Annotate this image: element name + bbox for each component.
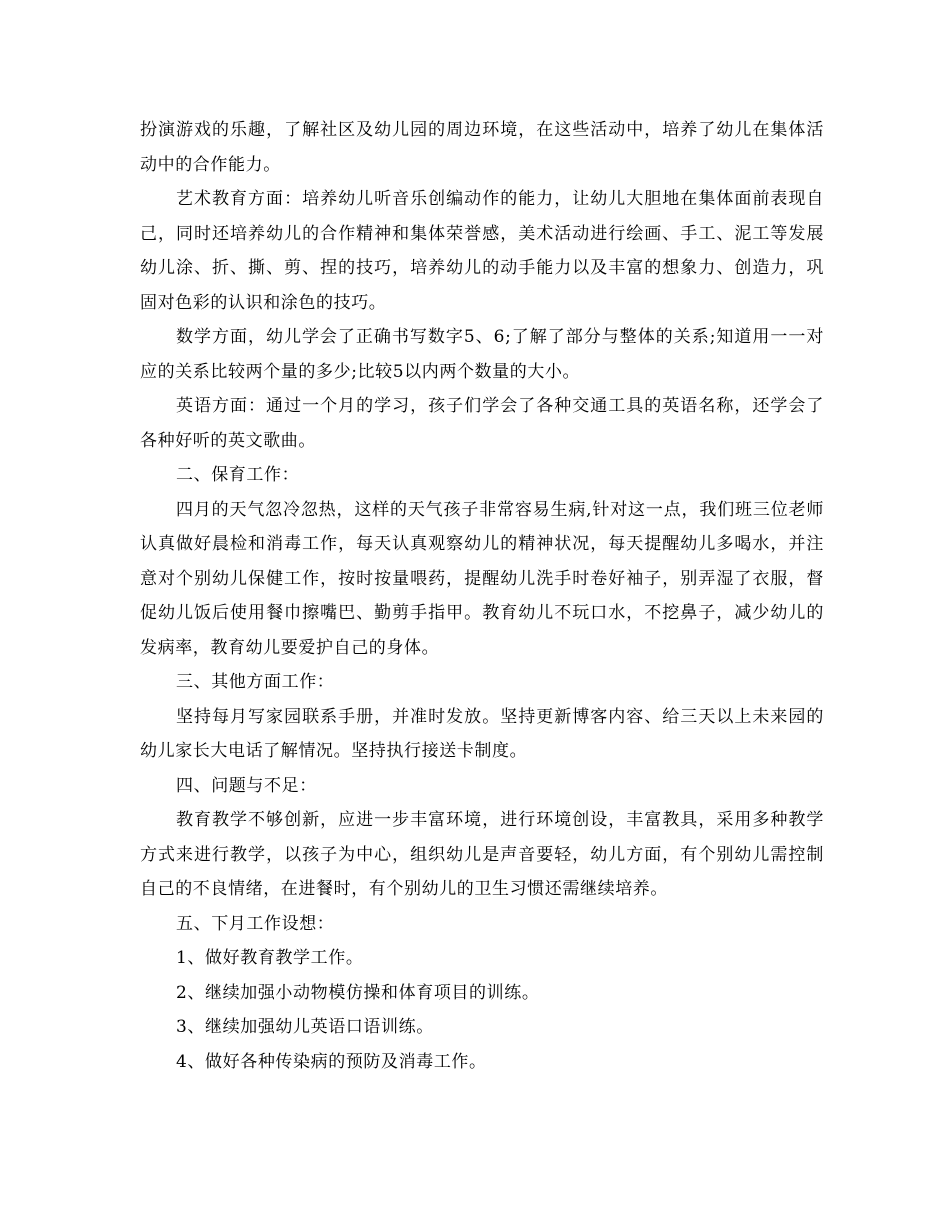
paragraph-math: 数学方面，幼儿学会了正确书写数字5、6;了解了部分与整体的关系;知道用一一对应的关系比较两个量的多少;比较5以内两个数量的大小。 <box>140 327 824 382</box>
paragraph-art-education: 艺术教育方面：培养幼儿听音乐创编动作的能力，让幼儿大胆地在集体面前表现自己，同时还培养幼儿的合作精神和集体荣誉感，美术活动进行绘画、手工、泥工等发展幼儿涂、折、撕、剪、捏的技巧，培养幼儿的动手能力以及丰富的想象力、创造力，巩固对色彩的认识和涂色的技巧。 <box>140 189 824 313</box>
paragraph-problems: 教育教学不够创新，应进一步丰富环境，进行环境创设，丰富教具，采用多种教学方式来进行教学，以孩子为中心，组织幼儿是声音要轻，幼儿方面，有个别幼儿需控制自己的不良情绪，在进餐时，有个别幼儿的卫生习惯还需继续培养。 <box>140 810 824 899</box>
paragraph-intro-continuation: 扮演游戏的乐趣，了解社区及幼儿园的周边环境，在这些活动中，培养了幼儿在集体活动中的合作能力。 <box>140 120 824 175</box>
heading-other-work: 三、其他方面工作： <box>176 672 335 692</box>
plan-item-4: 4、做好各种传染病的预防及消毒工作。 <box>176 1051 487 1072</box>
heading-childcare-work: 二、保育工作： <box>176 465 300 485</box>
heading-problems: 四、问题与不足： <box>176 775 317 796</box>
paragraph-childcare: 四月的天气忽冷忽热，这样的天气孩子非常容易生病,针对这一点，我们班三位老师认真做好晨检和消毒工作，每天认真观察幼儿的精神状况，每天提醒幼儿多喝水，并注意对个别幼儿保健工作，按时按量喂药，提醒幼儿洗手时卷好袖子，别弄湿了衣服，督促幼儿饭后使用餐巾擦嘴巴、勤剪手指甲。教育幼儿不玩口水，不挖鼻子，减少幼儿的发病率，教育幼儿要爱护自己的身体。 <box>140 499 824 658</box>
plan-item-3: 3、继续加强幼儿英语口语训练。 <box>176 1017 434 1037</box>
paragraph-other-work: 坚持每月写家园联系手册，并准时发放。坚持更新博客内容、给三天以上未来园的幼儿家长大电话了解情况。坚持执行接送卡制度。 <box>140 706 824 761</box>
document-body <box>140 113 824 1079</box>
plan-item-1: 1、做好教育教学工作。 <box>176 948 364 968</box>
heading-next-month-plan: 五、下月工作设想： <box>176 913 335 934</box>
plan-item-2: 2、继续加强小动物模仿操和体育项目的训练。 <box>176 982 540 1003</box>
paragraph-english: 英语方面：通过一个月的学习，孩子们学会了各种交通工具的英语名称，还学会了各种好听的英文歌曲。 <box>140 396 824 451</box>
